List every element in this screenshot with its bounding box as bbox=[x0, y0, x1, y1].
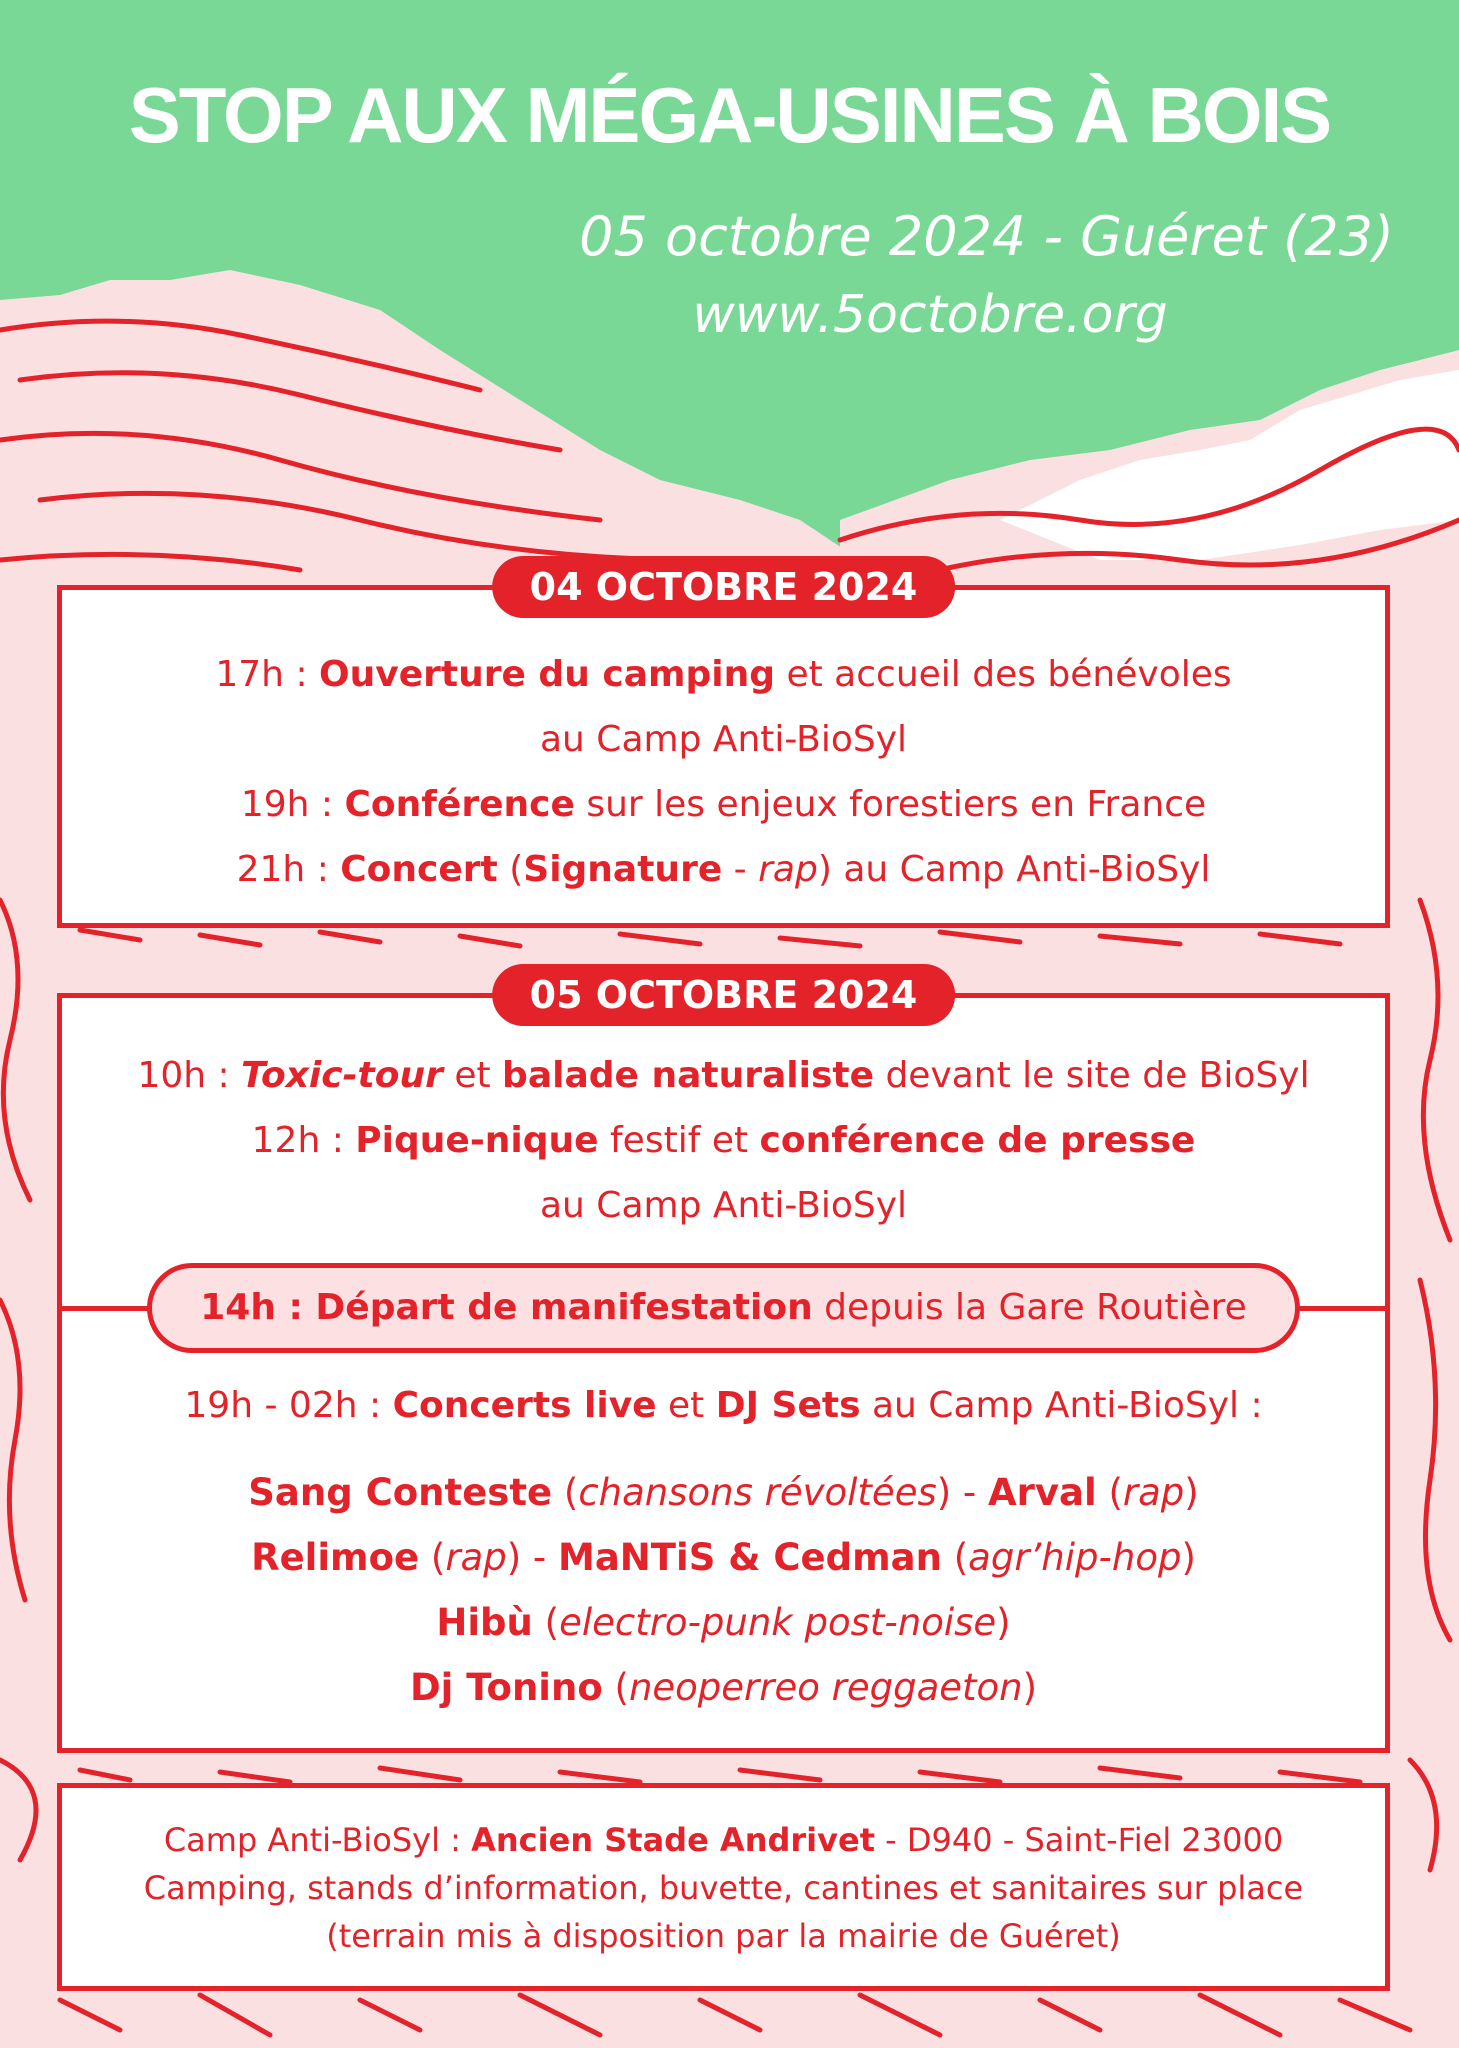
artist-line: Dj Tonino (neoperreo reggaeton) bbox=[409, 1666, 1038, 1709]
artist-line: Relimoe (rap) - MaNTiS & Cedman (agr’hip-hop) bbox=[251, 1536, 1196, 1579]
artist-lineup bbox=[62, 1460, 1385, 1720]
day1-event-concert: 21h : Concert (Signature - rap) au Camp Anti-BioSyl bbox=[236, 849, 1211, 890]
day2-panel bbox=[57, 973, 1390, 1753]
depart-manifestation-banner: 14h : Départ de manifestation depuis la Gare Routière bbox=[147, 1263, 1300, 1353]
day1-event-conference: 19h : Conférence sur les enjeux forestiers en France bbox=[240, 784, 1207, 825]
artist-line: Hibù (electro-punk post-noise) bbox=[436, 1601, 1011, 1644]
poster-title: STOP AUX MÉGA-USINES À BOIS bbox=[128, 71, 1331, 159]
camp-address: Camp Anti-BioSyl : Ancien Stade Andrivet - D940 - Saint-Fiel 23000 bbox=[163, 1821, 1284, 1859]
camp-info-panel bbox=[57, 1783, 1390, 1991]
day1-date-badge: 04 OCTOBRE 2024 bbox=[492, 556, 956, 618]
day2-event-toxic-tour: 10h : Toxic-tour et balade naturaliste devant le site de BioSyl bbox=[137, 1055, 1310, 1096]
day2-event-concerts: 19h - 02h : Concerts live et DJ Sets au Camp Anti-BioSyl : bbox=[184, 1385, 1263, 1426]
day1-event-camping-location: au Camp Anti-BioSyl bbox=[539, 719, 908, 760]
day2-event-picnic: 12h : Pique-nique festif et conférence de presse bbox=[251, 1120, 1196, 1161]
website-link[interactable]: www.5octobre.org bbox=[692, 285, 1168, 345]
day1-panel bbox=[57, 565, 1390, 928]
artist-line: Sang Conteste (chansons révoltées) - Arval (rap) bbox=[248, 1471, 1199, 1514]
camp-land-note: (terrain mis à disposition par la mairie de Guéret) bbox=[326, 1917, 1121, 1955]
day2-date-badge: 05 OCTOBRE 2024 bbox=[492, 964, 956, 1026]
day1-event-camping: 17h : Ouverture du camping et accueil des bénévoles bbox=[215, 654, 1232, 695]
camp-facilities: Camping, stands d’information, buvette, cantines et sanitaires sur place bbox=[143, 1869, 1304, 1907]
event-date-place: 05 octobre 2024 - Guéret (23) bbox=[579, 205, 1394, 268]
day2-event-picnic-location: au Camp Anti-BioSyl bbox=[539, 1185, 908, 1226]
